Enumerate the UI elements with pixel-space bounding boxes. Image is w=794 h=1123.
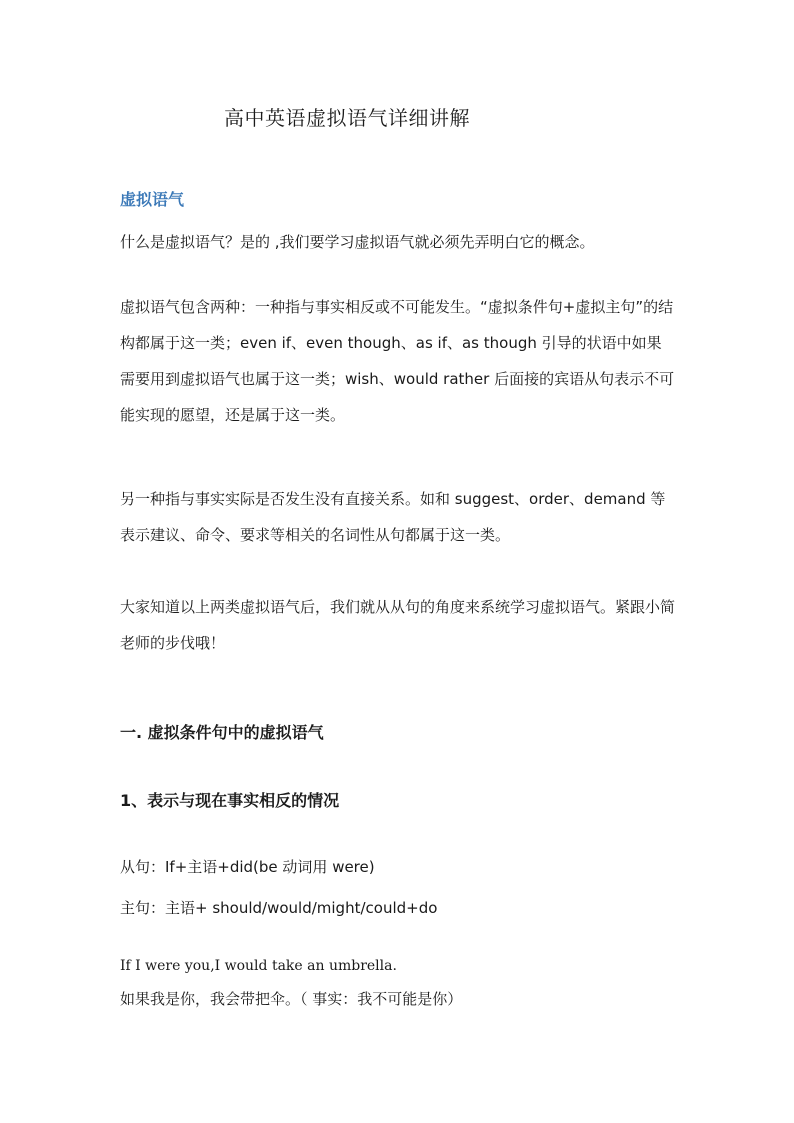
heading-present-contrary: 1、表示与现在事实相反的情况	[120, 791, 340, 810]
paragraph-transition: 大家知道以上两类虚拟语气后，我们就从从句的角度来系统学习虚拟语气。紧跟小简老师的步伐哦！	[120, 598, 676, 652]
paragraph-two-types: 虚拟语气包含两种：一种指与事实相反或不可能发生。“虚拟条件句+虚拟主句”的结构都属于这一类；even if、even though、as if、as though 引导的状语中如果需要用到虚拟语气也属于这一类；wish、would rather 后面接的宾语从句表示不可能实现的愿望，还是属于这一类。	[120, 298, 675, 424]
heading-conditional-subjunctive: 一. 虚拟条件句中的虚拟语气	[120, 723, 324, 742]
example-english: If I were you,I would take an umbrella.	[120, 958, 397, 974]
subordinate-clause-formula: 从句：If+主语+did(be 动词用 were)	[120, 858, 375, 876]
main-clause-formula: 主句：主语+ should/would/might/could+do	[120, 899, 438, 917]
paragraph-second-type: 另一种指与事实实际是否发生没有直接关系。如和 suggest、order、demand 等表示建议、命令、要求等相关的名词性从句都属于这一类。	[120, 490, 666, 544]
document-title: 高中英语虚拟语气详细讲解	[224, 106, 470, 130]
example-chinese: 如果我是你，我会带把伞。（ 事实：我不可能是你）	[120, 990, 463, 1008]
intro-paragraph: 什么是虚拟语气？是的 ,我们要学习虚拟语气就必须先弄明白它的概念。	[120, 233, 595, 251]
section-label: 虚拟语气	[120, 190, 185, 209]
